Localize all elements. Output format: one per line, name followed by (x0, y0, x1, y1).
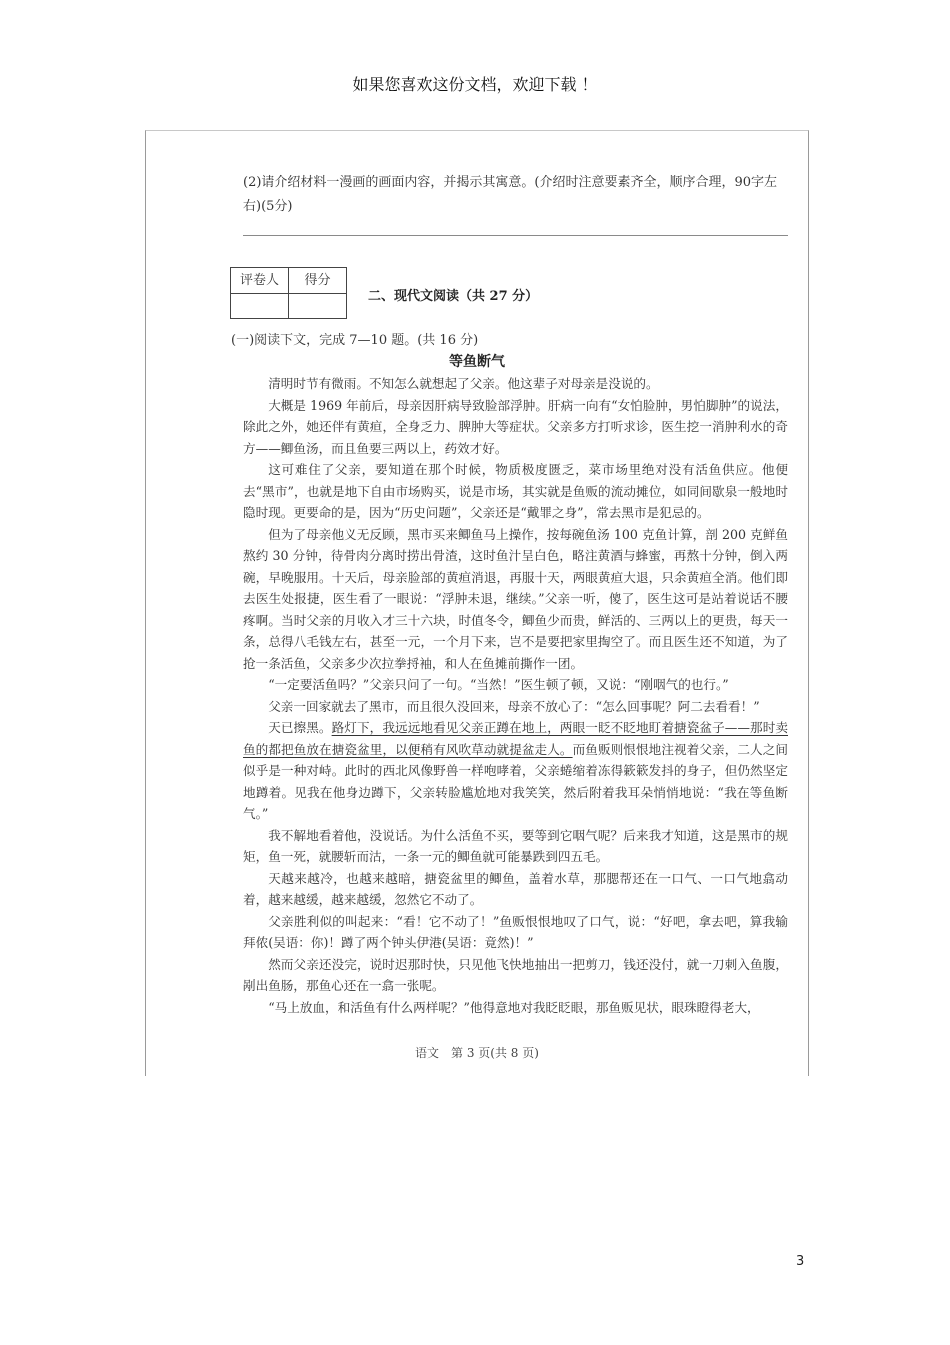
underlined-sentence: 路灯下，我远远地看见父亲正蹲在地上，两眼一眨不眨地盯着搪瓷盆子——那时卖鱼的都把鱼放在搪瓷盆里，以便稍有风吹草动就提盆走人。 (243, 720, 789, 757)
paragraph: 清明时节有微雨。不知怎么就想起了父亲。他这辈子对母亲是没说的。 (268, 376, 659, 391)
paragraph: 然而父亲还没完，说时迟那时快，只见他飞快地抽出一把剪刀，钱还没付，就一刀刺入鱼腹，剐出鱼肠，那鱼心还在一翕一张呢。 (243, 956, 788, 993)
grading-box (230, 267, 347, 319)
paragraph: 父亲胜利似的叫起来：“看！它不动了！”鱼贩恨恨地叹了口气，说：“好吧，拿去吧，算我输拜侬(吴语：你)！蹲了两个钟头伊港(吴语：竟然)！” (243, 913, 788, 950)
article-title: 等鱼断气 (449, 354, 505, 370)
page-header: 如果您喜欢这份文档，欢迎下载 ！ (352, 75, 598, 94)
section-title: 二、现代文阅读（共 27 分） (368, 289, 539, 304)
paragraph: 大概是 1969 年前后，母亲因肝病导致脸部浮肿。肝病一向有“女怕脸肿，男怕脚肿”的说法，除此之外，她还伴有黄疸，全身乏力、脾肿大等症状。父亲多方打听求诊，医生挖一消肿利水的奇方——鲫鱼汤，而且鱼要三两以上，药效才好。 (243, 397, 788, 456)
sub-instruction: (一)阅读下文，完成 7—10 题。(共 16 分) (231, 333, 479, 348)
paragraph: “一定要活鱼吗？”父亲只问了一句。“当然！”医生顿了顿，又说：“刚咽气的也行。” (268, 677, 729, 692)
grader-label: 评卷人 (231, 268, 289, 294)
paragraph-prefix: 天已擦黑。 (268, 720, 332, 735)
paragraph: 这可难住了父亲，要知道在那个时候，物质极度匮乏，菜市场里绝对没有活鱼供应。他便去“黑市”，也就是地下自由市场购买，说是市场，其实就是鱼贩的流动摊位，如同间歇泉一般地时隐时现。更要命的是，因为“历史问题”，父亲还是“戴罪之身”，常去黑市是犯忌的。 (243, 462, 788, 520)
paragraph: 但为了母亲他义无反顾，黑市买来鲫鱼马上操作，按每碗鱼汤 100 克鱼计算，剖 200 克鲜鱼熬约 30 分钟，待骨肉分离时捞出骨渣，这时鱼汁呈白色，略注黄酒与蜂蜜，再熬十分钟，倒入两碗，早晚服用。十天后，母亲脸部的黄疸消退，再服十天，两眼黄疸大退，只余黄疸全消。他们即去医生处报捷，医生看了一眼说：“浮肿未退，继续。”父亲一听，傻了，医生这可是站着说话不腰疼啊。当时父亲的月收入才三十六块，时值冬令，鲫鱼少而贵，鲜活的、三两以上的更贵，每天一条，总得八毛钱左右，甚至一元，一个月下来，岂不是要把家里掏空了。而且医生还不知道，为了抢一条活鱼，父亲多少次拉拳捋袖，和人在鱼摊前撕作一团。 (243, 526, 788, 671)
paragraph: 我不解地看着他，没说话。为什么活鱼不买，要等到它咽气呢？后来我才知道，这是黑市的规矩，鱼一死，就腰斩而沽，一条一元的鲫鱼就可能暴跌到四五毛。 (243, 827, 788, 864)
question-2-text: (2)请介绍材料一漫画的画面内容，并揭示其寓意。(介绍时注意要素齐全，顺序合理，90字左右)(5分) (243, 175, 778, 214)
article-body (243, 373, 788, 1018)
paragraph-suffix: 而鱼贩则恨恨地注视着父亲，二人之间似乎是一种对峙。此时的西北风像野兽一样咆哮着，父亲蜷缩着冻得簌簌发抖的身子，但仍然坚定地蹲着。见我在他身边蹲下，父亲转脸尴尬地对我笑笑，然后附着我耳朵悄悄地说：“我在等鱼断气。” (243, 741, 789, 821)
page-footer: 语文 第 3 页(共 8 页) (415, 1046, 539, 1060)
paragraph: 父亲一回家就去了黑市，而且很久没回来，母亲不放心了：“怎么回事呢？阿二去看看！” (268, 698, 760, 714)
paragraph-underlined (243, 717, 788, 825)
page-number: 3 (796, 1254, 805, 1269)
grader-cell (231, 294, 289, 318)
score-label: 得分 (289, 268, 346, 294)
answer-line (243, 235, 788, 236)
score-cell (289, 294, 346, 318)
paragraph: 天越来越冷，也越来越暗，搪瓷盆里的鲫鱼，盖着水草，那腮帮还在一口气、一口气地翕动着，越来越缓，越来越缓，忽然它不动了。 (243, 870, 788, 907)
scanned-exam-page (145, 130, 809, 1076)
paragraph: “马上放血，和活鱼有什么两样呢？”他得意地对我眨眨眼，那鱼贩见状，眼珠瞪得老大， (268, 999, 760, 1015)
